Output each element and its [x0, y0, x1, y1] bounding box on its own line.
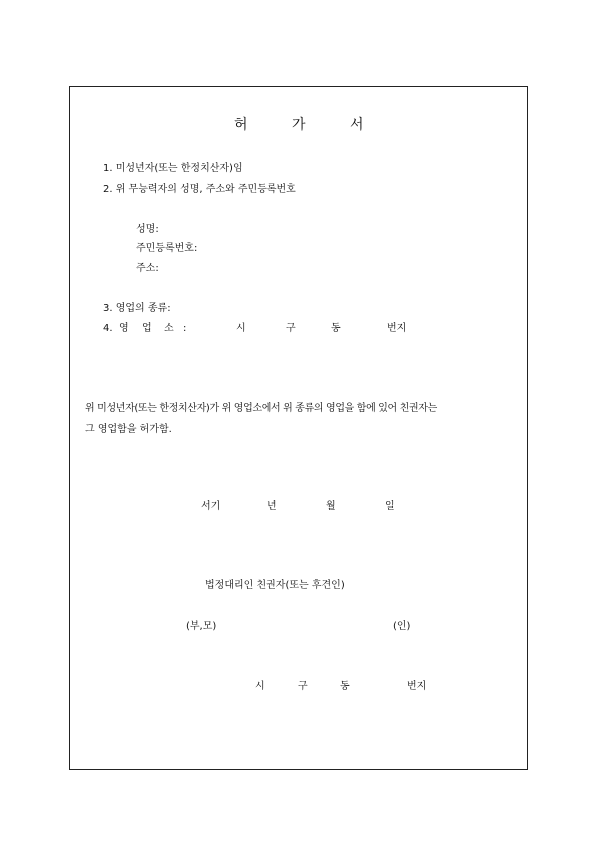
item-2: 2. 위 무능력자의 성명, 주소와 주민등록번호 — [103, 184, 296, 195]
signer-title: 법정대리인 친권자(또는 후견인) — [205, 580, 345, 591]
item-4-char-3: 소 — [164, 323, 174, 334]
signer-beonji: 번지 — [407, 681, 427, 692]
item-4-beonji: 번지 — [387, 323, 407, 334]
body-line-2: 그 영업함을 허가함. — [85, 424, 172, 435]
address-label: 주소: — [136, 263, 159, 274]
parent-label: (부,모) — [186, 621, 217, 632]
seal-label: (인) — [393, 621, 411, 632]
item-3: 3. 영업의 종류: — [103, 303, 171, 314]
rrn-label: 주민등록번호: — [136, 243, 198, 254]
body-line-1: 위 미성년자(또는 한정치산자)가 위 영업소에서 위 종류의 영업을 함에 있어 친권자는 — [85, 403, 437, 414]
title-char-2: 가 — [292, 117, 306, 133]
date-day: 일 — [385, 501, 395, 512]
item-4-si: 시 — [236, 323, 246, 334]
item-1: 1. 미성년자(또는 한정치산자)임 — [103, 163, 243, 174]
date-seogi: 서기 — [201, 501, 221, 512]
item-4-gu: 구 — [286, 323, 296, 334]
date-month: 월 — [326, 501, 336, 512]
item-4-dong: 동 — [331, 323, 341, 334]
title-char-3: 서 — [350, 117, 364, 133]
date-year: 년 — [267, 501, 277, 512]
name-label: 성명: — [136, 224, 159, 235]
item-4-char-1: 영 — [119, 323, 129, 334]
title-char-1: 허 — [234, 117, 248, 133]
signer-dong: 동 — [340, 681, 350, 692]
item-4-number: 4. — [103, 323, 113, 334]
item-4-char-2: 업 — [142, 323, 152, 334]
signer-gu: 구 — [298, 681, 308, 692]
item-4-char-4: : — [183, 323, 187, 334]
signer-si: 시 — [255, 681, 265, 692]
